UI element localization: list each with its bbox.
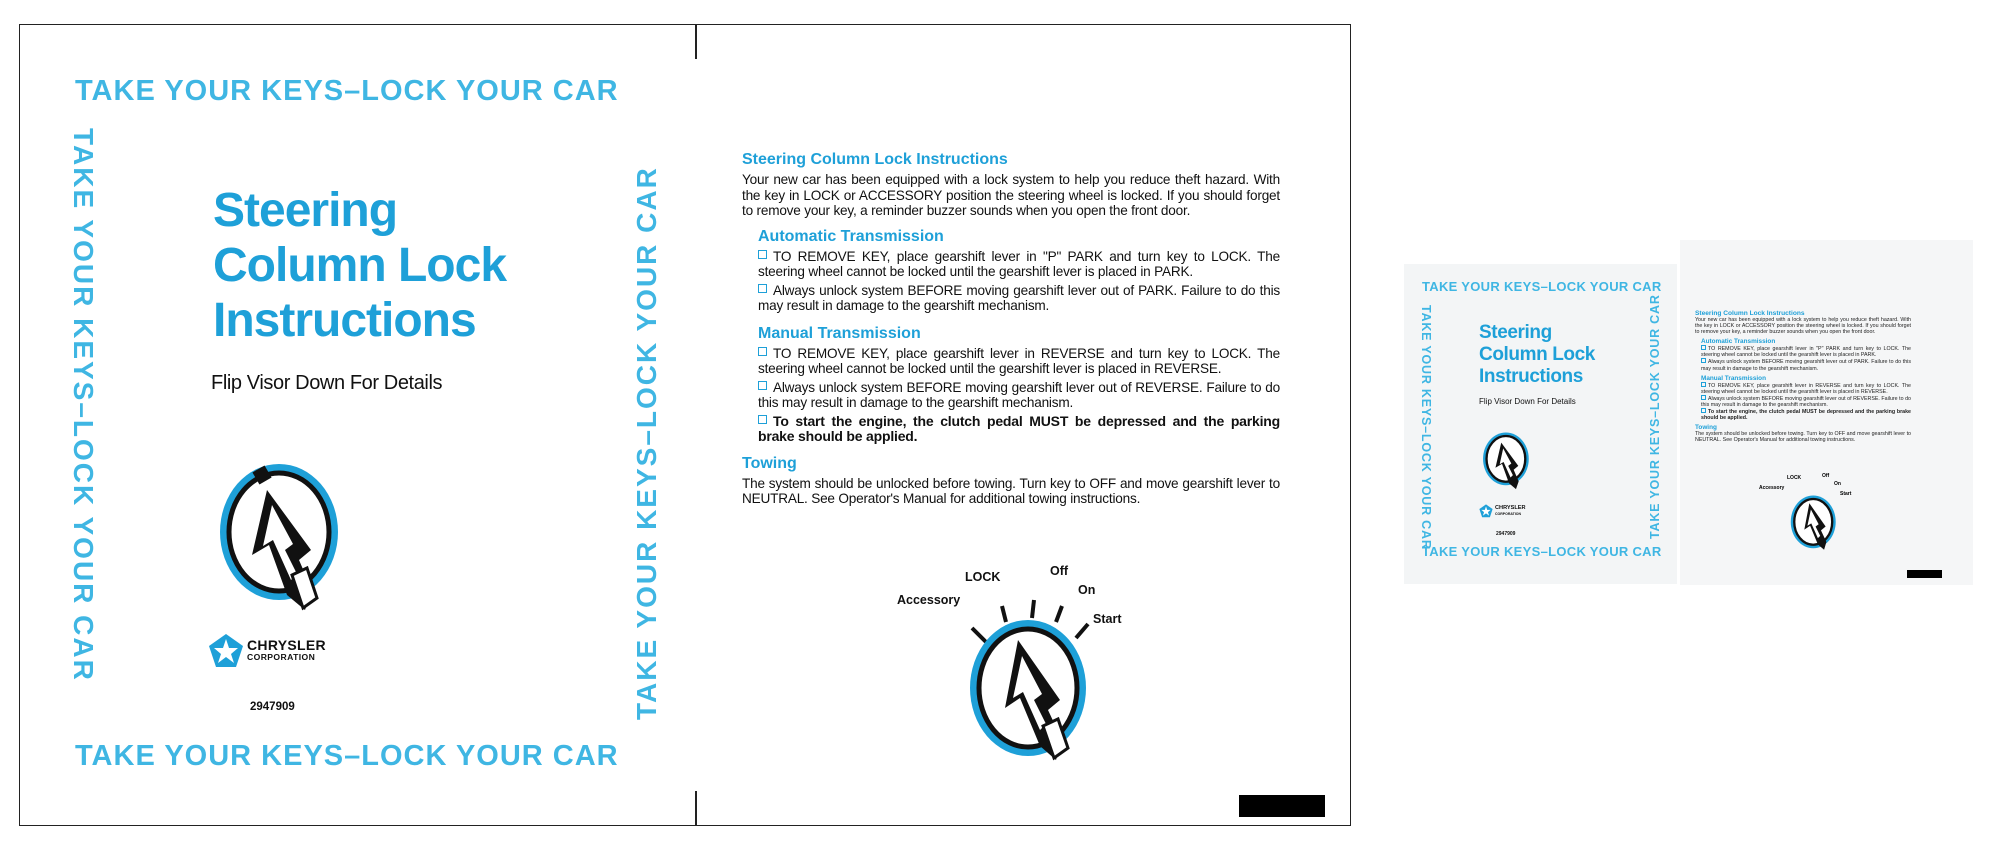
manual-bold-text: To start the engine, the clutch pedal MUST be depressed and the parking brake should be applied. — [758, 412, 1280, 444]
ignition-dial-icon — [950, 588, 1110, 768]
fold-mark-bottom — [695, 791, 697, 825]
instructions-panel — [742, 151, 1280, 507]
thumb-checkbox-icon — [1701, 382, 1706, 387]
manual-item-text: Always unlock system BEFORE moving gearshift lever out of REVERSE. Failure to do this may result in damage to the gearshift mechanism. — [758, 379, 1280, 410]
thumb-dial-label-lock: LOCK — [1787, 475, 1802, 481]
thumb-logo-line1: CHRYSLER — [1495, 505, 1526, 511]
thumb-checkbox-icon — [1701, 358, 1706, 363]
thumb-instructions-panel — [1695, 310, 1911, 443]
thumb-intro-text: Your new car has been equipped with a lock system to help you reduce theft hazard. With the key in LOCK or ACCESSORY position the steering wheel is locked. If you should forget to remove your key, a reminder buzzer sounds when you open the front door. — [1695, 317, 1911, 336]
thumb-auto-item-text: TO REMOVE KEY, place gearshift lever in "P" PARK and turn key to LOCK. The steering wheel cannot be locked until the gearshift lever is placed in PARK. — [1701, 346, 1911, 359]
banner-right-vertical: TAKE YOUR KEYS–LOCK YOUR CAR — [631, 166, 662, 720]
banner-left-vertical: TAKE YOUR KEYS–LOCK YOUR CAR — [68, 128, 99, 682]
thumb-ignition-key-icon — [1478, 427, 1540, 495]
manual-item-text: TO REMOVE KEY, place gearshift lever in REVERSE and turn key to LOCK. The steering wheel cannot be locked until the gearshift lever is placed in REVERSE. — [758, 345, 1280, 376]
thumb-manual-item — [1701, 382, 1911, 395]
cover-title — [213, 183, 506, 348]
thumb-dial-label-on: On — [1834, 481, 1841, 487]
chrysler-logo-text — [247, 639, 326, 662]
checkbox-icon — [758, 284, 767, 293]
fold-mark-top — [695, 25, 697, 59]
thumb-logo-line2: CORPORATION — [1495, 511, 1521, 516]
thumbnail-cover — [1404, 264, 1677, 584]
thumb-towing-heading: Towing — [1695, 424, 1717, 432]
dial-label-on: On — [1078, 583, 1096, 597]
dial-label-start: Start — [1093, 612, 1122, 626]
thumb-logo-text — [1495, 506, 1526, 516]
manual-heading: Manual Transmission — [758, 324, 921, 342]
thumb-title-line: Column Lock — [1479, 344, 1595, 365]
ignition-diagram — [880, 564, 1160, 770]
thumb-banner-top: TAKE YOUR KEYS–LOCK YOUR CAR — [1422, 279, 1662, 294]
towing-heading: Towing — [742, 454, 797, 472]
thumb-auto-item — [1701, 345, 1911, 358]
dial-label-lock: LOCK — [965, 570, 1001, 584]
cover-title-line: Column Lock — [213, 239, 507, 292]
thumb-dial-label-start: Start — [1840, 491, 1852, 497]
auto-heading: Automatic Transmission — [758, 227, 944, 245]
thumb-auto-item — [1701, 358, 1911, 371]
thumb-manual-bold-text: To start the engine, the clutch pedal MUST be depressed and the parking brake should be applied. — [1701, 409, 1911, 422]
thumb-banner-bottom: TAKE YOUR KEYS–LOCK YOUR CAR — [1422, 544, 1662, 559]
manual-item — [758, 346, 1280, 377]
dial-label-accessory: Accessory — [897, 593, 961, 607]
thumb-title-line: Steering — [1479, 322, 1552, 343]
thumb-pentastar-icon — [1479, 504, 1493, 518]
thumb-banner-left-vertical: TAKE YOUR KEYS–LOCK YOUR CAR — [1419, 305, 1433, 550]
thumb-manual-item-text: Always unlock system BEFORE moving gearshift lever out of REVERSE. Failure to do this may result in damage to the gearshift mechanism. — [1701, 395, 1911, 408]
checkbox-icon — [758, 347, 767, 356]
thumb-manual-item-text: TO REMOVE KEY, place gearshift lever in REVERSE and turn key to LOCK. The steering wheel cannot be locked until the gearshift lever is placed in REVERSE. — [1701, 382, 1911, 395]
thumb-checkbox-icon — [1701, 408, 1706, 413]
transmission-section — [742, 228, 1280, 445]
thumb-manual-heading: Manual Transmission — [1701, 374, 1766, 382]
thumb-cover-subtitle: Flip Visor Down For Details — [1479, 397, 1576, 406]
thumb-checkbox-icon — [1701, 395, 1706, 400]
intro-text: Your new car has been equipped with a lock system to help you reduce theft hazard. With the key in LOCK or ACCESSORY position the steering wheel is locked. If you should forget to remove your key, a reminder buzzer sounds when you open the front door. — [742, 172, 1280, 218]
checkbox-icon — [758, 415, 767, 424]
thumb-auto-item-text: Always unlock system BEFORE moving gearshift lever out of PARK. Failure to do this may result in damage to the gearshift mechanism. — [1701, 359, 1911, 372]
part-number: 2947909 — [250, 701, 295, 713]
checkbox-icon — [758, 381, 767, 390]
thumb-instructions-title: Steering Column Lock Instructions — [1695, 310, 1805, 317]
cover-title-line: Steering — [213, 184, 398, 237]
chrysler-pentastar-icon — [208, 633, 244, 669]
manual-item — [758, 380, 1280, 411]
auto-item-text: Always unlock system BEFORE moving gearshift lever out of PARK. Failure to do this may result in damage to the gearshift mechanism. — [758, 282, 1280, 313]
thumb-manual-bold-item — [1701, 408, 1911, 421]
thumb-transmission-section — [1695, 338, 1911, 421]
thumb-part-number: 2947909 — [1496, 531, 1516, 537]
auto-item — [758, 249, 1280, 280]
cover-title-line: Instructions — [213, 294, 476, 347]
logo-line1: CHRYSLER — [247, 637, 326, 653]
thumb-banner-right-vertical: TAKE YOUR KEYS–LOCK YOUR CAR — [1648, 294, 1662, 539]
checkbox-icon — [758, 250, 767, 259]
towing-text: The system should be unlocked before towing. Turn key to OFF and move gearshift lever to NEUTRAL. See Operator's Manual for additional towing instructions. — [742, 475, 1280, 506]
thumb-registration-bar — [1907, 570, 1942, 578]
auto-item — [758, 283, 1280, 314]
registration-bar — [1239, 795, 1325, 817]
manual-bold-item — [758, 414, 1280, 445]
dial-label-off: Off — [1050, 564, 1069, 578]
banner-top: TAKE YOUR KEYS–LOCK YOUR CAR — [75, 75, 619, 107]
logo-line2: CORPORATION — [247, 652, 316, 662]
thumb-dial-label-accessory: Accessory — [1759, 485, 1785, 491]
banner-bottom: TAKE YOUR KEYS–LOCK YOUR CAR — [75, 740, 619, 772]
auto-item-text: TO REMOVE KEY, place gearshift lever in "P" PARK and turn key to LOCK. The steering wheel cannot be locked until the gearshift lever is placed in PARK. — [758, 248, 1280, 279]
thumb-cover-title — [1479, 322, 1595, 388]
thumb-dial-label-off: Off — [1822, 473, 1830, 479]
cover-subtitle: Flip Visor Down For Details — [211, 372, 443, 394]
thumb-ignition-diagram — [1755, 475, 1865, 555]
thumb-ignition-dial-icon — [1783, 483, 1845, 553]
ignition-key-icon — [207, 450, 367, 625]
thumb-checkbox-icon — [1701, 345, 1706, 350]
thumbnail-instructions — [1680, 240, 1973, 585]
thumb-title-line: Instructions — [1479, 366, 1583, 387]
instructions-title: Steering Column Lock Instructions — [742, 151, 1008, 168]
large-sheet — [19, 24, 1351, 826]
thumb-towing-text: The system should be unlocked before towing. Turn key to OFF and move gearshift lever to NEUTRAL. See Operator's Manual for additional towing instructions. — [1695, 431, 1911, 444]
thumb-auto-heading: Automatic Transmission — [1701, 338, 1776, 346]
thumb-manual-item — [1701, 395, 1911, 408]
